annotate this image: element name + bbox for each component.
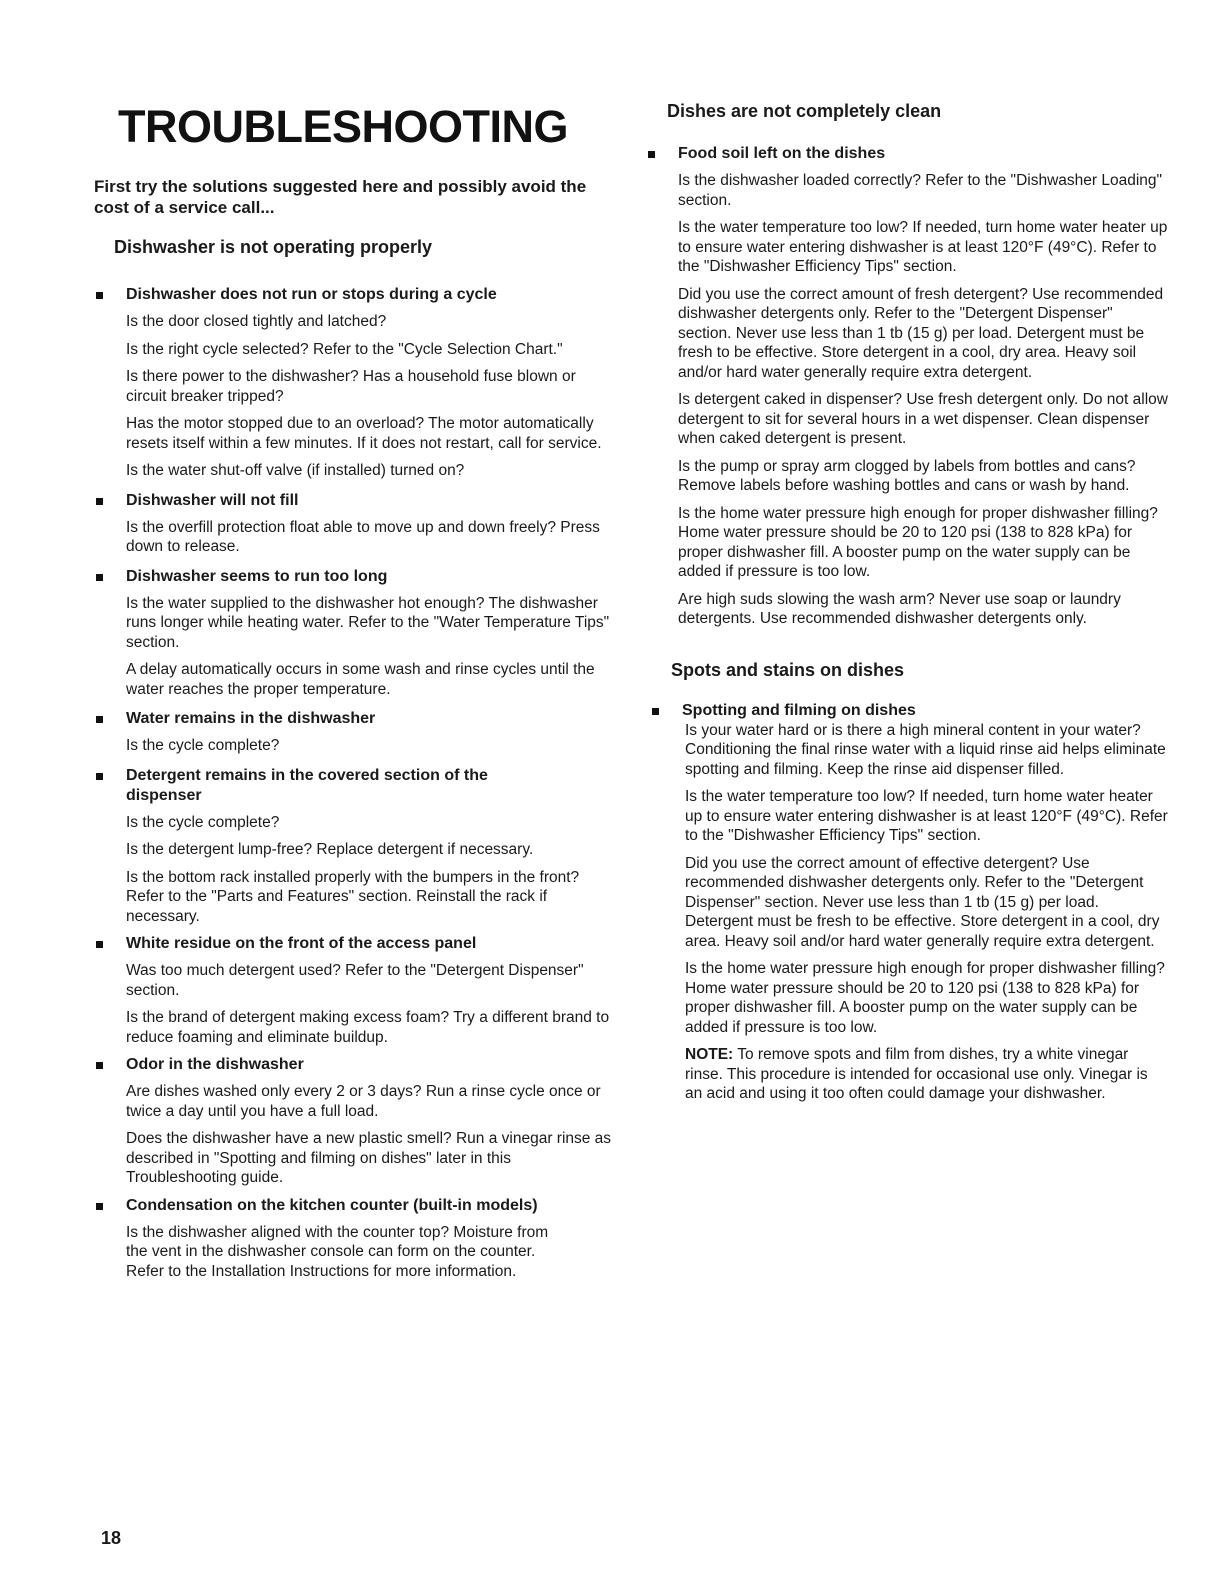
item-title — [126, 934, 616, 954]
item-title-text: Food soil left on the dishes — [678, 145, 886, 162]
paragraph: Is the right cycle selected? Refer to the "Cycle Selection Chart." — [126, 340, 563, 358]
right-column — [667, 100, 1168, 1112]
item-title — [682, 701, 1168, 721]
bullet-icon — [96, 574, 103, 581]
item-title — [126, 1055, 616, 1075]
item-title-text: White residue on the front of the access panel — [126, 935, 477, 952]
bullet-icon — [96, 716, 103, 723]
paragraph: Is the brand of detergent making excess foam? Try a different brand to reduce foaming and eliminate buildup. — [126, 1009, 610, 1046]
note — [685, 1045, 1168, 1104]
paragraph: Is the home water pressure high enough for proper dishwasher filling? Home water pressure should be 20 to 120 psi (138 to 828 kPa) for proper dishwasher fill. A booster pump on the water supply can be added if pressure is too low. — [685, 960, 1165, 1036]
paragraph: Has the motor stopped due to an overload? The motor automatically resets itself within a few minutes. If it does not restart, call for service. — [126, 415, 602, 452]
bullet-icon — [96, 292, 103, 299]
paragraph: Is the dishwasher loaded correctly? Refer to the "Dishwasher Loading" section. — [678, 172, 1163, 209]
paragraph: Is the home water pressure high enough for proper dishwasher filling? Home water pressure should be 20 to 120 psi (138 to 828 kPa) for proper dishwasher fill. A booster pump on the water supply can be added if pressure is too low. — [678, 504, 1158, 580]
section-heading-spots: Spots and stains on dishes — [671, 659, 905, 680]
item-title-text: Spotting and filming on dishes — [682, 701, 916, 719]
list-item — [126, 709, 616, 756]
paragraph: Is detergent caked in dispenser? Use fresh detergent only. Do not allow detergent to sit for several hours in a wet dispenser. Clean dispenser when caked detergent is present. — [678, 391, 1168, 447]
paragraph: Is the overfill protection float able to move up and down freely? Press down to release. — [126, 518, 600, 555]
left-column — [114, 236, 616, 1289]
paragraph: Did you use the correct amount of effective detergent? Use recommended dishwasher detergents only. Refer to the "Detergent Dispenser" section. Never use less than 1 tb (15 g) per load. Detergent must be fresh to be effective. Store detergent in a cool, dry area. Heavy soil and/or hard water generally require extra detergent. — [685, 854, 1160, 950]
list-item — [126, 934, 616, 1047]
item-title-text: Water remains in the dishwasher — [126, 710, 376, 727]
bullet-icon — [96, 941, 103, 948]
list-item — [126, 491, 616, 557]
item-title — [678, 144, 1168, 164]
bullet-icon — [96, 1203, 103, 1210]
intro-text: First try the solutions suggested here and possibly avoid the cost of a service call... — [94, 177, 587, 217]
paragraph: Is the water temperature too low? If needed, turn home water heater up to ensure water entering dishwasher is at least 120°F (49°C). Refer to the "Dishwasher Efficiency Tips" section. — [685, 788, 1168, 844]
paragraph: Is there power to the dishwasher? Has a household fuse blown or circuit breaker tripped? — [126, 368, 576, 405]
paragraph: Did you use the correct amount of fresh detergent? Use recommended dishwasher detergents only. Refer to the "Detergent Dispenser" section. Never use less than 1 tb (15 g) per load. Detergent must be fresh to be effective. Store detergent in a cool, dry area. Heavy soil and/or hard water generally require extra detergent. — [678, 285, 1164, 381]
list-item — [126, 1055, 616, 1188]
item-title — [126, 491, 616, 511]
page-number: 18 — [101, 1528, 122, 1548]
section-heading-not-operating: Dishwasher is not operating properly — [114, 237, 433, 257]
item-title — [126, 766, 546, 806]
paragraph: Is the door closed tightly and latched? — [126, 313, 387, 330]
bullet-icon — [96, 773, 103, 780]
paragraph: Is the water temperature too low? If needed, turn home water heater up to ensure water entering dishwasher is at least 120°F (49°C). Refer to the "Dishwasher Efficiency Tips" section. — [678, 219, 1168, 275]
item-title — [126, 1196, 616, 1216]
item-title-text: Condensation on the kitchen counter (built-in models) — [126, 1196, 538, 1214]
item-title — [126, 709, 616, 729]
paragraph: Is the detergent lump-free? Replace detergent if necessary. — [126, 841, 534, 858]
section-heading-not-clean: Dishes are not completely clean — [667, 101, 942, 121]
list-item — [126, 766, 616, 927]
note-text: To remove spots and film from dishes, try a white vinegar rinse. This procedure is intended for occasional use only. Vinegar is an acid and using it too often could damage your dishwasher. — [685, 1046, 1148, 1102]
paragraph: Is the cycle complete? — [126, 813, 280, 831]
paragraph: Is the water shut-off valve (if installed) turned on? — [126, 462, 465, 479]
page-title: TROUBLESHOOTING — [118, 101, 568, 152]
paragraph: Was too much detergent used? Refer to the "Detergent Dispenser" section. — [126, 962, 584, 999]
item-title — [126, 285, 616, 305]
paragraph: Is the water supplied to the dishwasher hot enough? The dishwasher runs longer while heating water. Refer to the "Water Temperature Tips" section. — [126, 594, 610, 651]
paragraph: Is the dishwasher aligned with the counter top? Moisture from the vent in the dishwasher console can form on the counter. Refer to the Installation Instructions for more information. — [126, 1223, 549, 1280]
paragraph: Are dishes washed only every 2 or 3 days? Run a rinse cycle once or twice a day until you have a full load. — [126, 1083, 601, 1120]
item-title-text: Odor in the dishwasher — [126, 1056, 304, 1073]
bullet-icon — [648, 151, 655, 158]
item-title-text: Dishwasher seems to run too long — [126, 567, 388, 585]
bullet-icon — [652, 708, 659, 715]
paragraph: Are high suds slowing the wash arm? Never use soap or laundry detergents. Use recommended dishwasher detergents only. — [678, 590, 1121, 627]
paragraph: Is the bottom rack installed properly with the bumpers in the front? Refer to the "Parts and Features" section. Reinstall the rack if necessary. — [126, 868, 580, 925]
list-item — [126, 1196, 616, 1282]
bullet-icon — [96, 498, 103, 505]
list-item — [126, 567, 616, 700]
item-title-text: Detergent remains in the covered section of the dispenser — [126, 766, 488, 804]
item-title-text: Dishwasher does not run or stops during a cycle — [126, 286, 497, 303]
section2-body — [685, 721, 1168, 1104]
paragraph: Is the pump or spray arm clogged by labels from bottles and cans? Remove labels before washing bottles and cans or wash by hand. — [678, 457, 1136, 494]
bullet-icon — [96, 1062, 103, 1069]
item-title-text: Dishwasher will not fill — [126, 491, 299, 509]
paragraph: A delay automatically occurs in some wash and rinse cycles until the water reaches the proper temperature. — [126, 661, 595, 698]
item-title — [126, 567, 616, 587]
paragraph: Is your water hard or is there a high mineral content in your water? Conditioning the final rinse water with a liquid rinse aid helps eliminate spotting and filming. Keep the rinse aid dispenser filled. — [685, 721, 1166, 778]
paragraph: Does the dishwasher have a new plastic smell? Run a vinegar rinse as described in "Spotting and filming on dishes" later in this Troubleshooting guide. — [126, 1130, 612, 1186]
list-item — [126, 285, 616, 481]
note-label: NOTE: — [685, 1046, 734, 1063]
paragraph: Is the cycle complete? — [126, 737, 280, 754]
